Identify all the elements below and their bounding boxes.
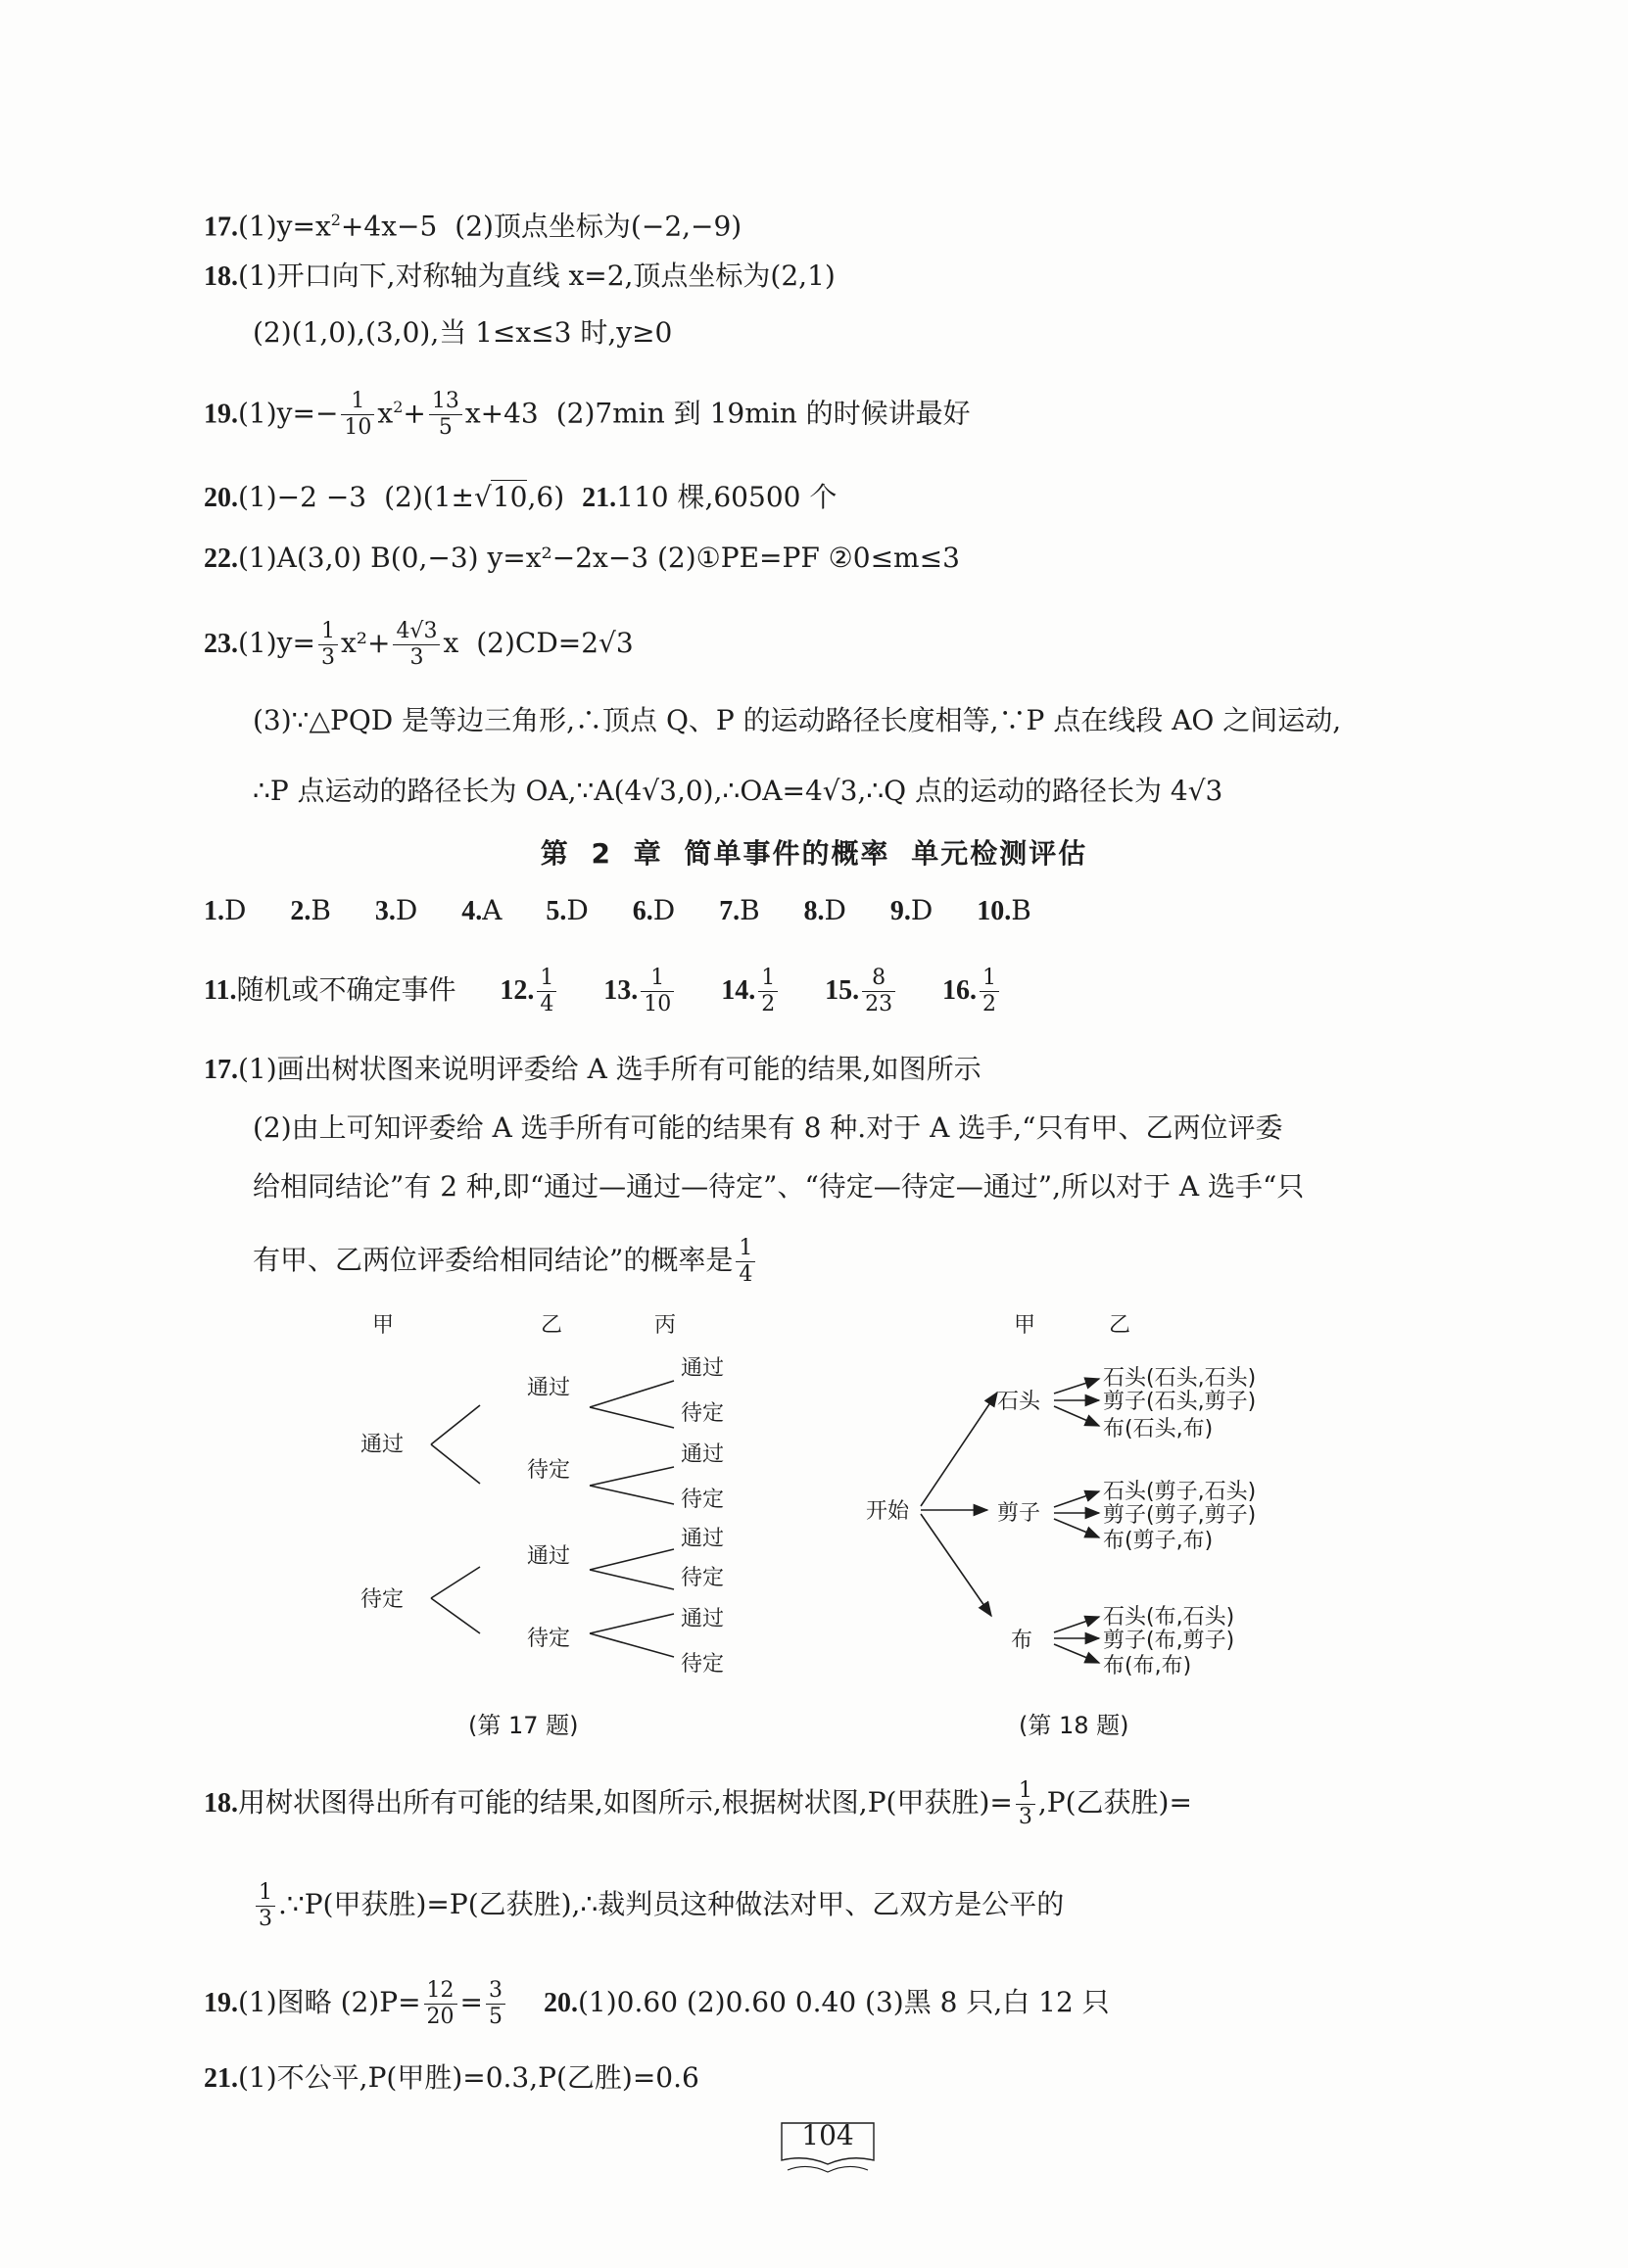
fraction: $\frac{12}{20}$ <box>424 1978 457 2030</box>
fraction: $\frac{1}{4}$ <box>537 966 556 1017</box>
mc-number: 5. <box>546 896 567 926</box>
solution-18-text: ,P(乙获胜)= <box>1037 1786 1192 1819</box>
tree17-header: 甲 <box>372 1313 395 1338</box>
solution-21 <box>204 2058 699 2099</box>
answer-22-text: (1)A(3,0) B(0,−3) y=x²−2x−3 (2)①PE=PF ②0≤m≤3 <box>238 542 960 574</box>
answer-23-mid: x²+ <box>340 627 391 659</box>
tree18-outcome: 剪子(剪子,剪子) <box>1103 1503 1257 1528</box>
mc-answer: D <box>824 894 846 926</box>
solution-19-20 <box>204 1978 1110 2030</box>
solution-17-number: 17. <box>204 1055 238 1085</box>
tree18-outcome: 剪子(布,剪子) <box>1103 1629 1235 1653</box>
tree18-outcome: 石头(剪子,石头) <box>1103 1480 1257 1504</box>
solution-20-number: 20. <box>544 1988 578 2018</box>
answer-17-number: 17. <box>204 212 238 243</box>
answer-20-21: 20.(1)−2 −3 (2)(1±√10,6) 21.110 棵,60500 个 <box>204 481 838 513</box>
mc-number: 9. <box>889 896 911 926</box>
tree17-leaf: 通过 <box>681 1527 725 1551</box>
mc-answer: D <box>910 894 934 926</box>
tree17-node: 待定 <box>527 1627 571 1651</box>
answer-19-part2: (2)7min 到 19min 的时候讲最好 <box>555 397 971 430</box>
answer-23-post: x <box>443 627 459 659</box>
solution-18-line2 <box>253 1880 1064 1932</box>
solution-18-text: 用树状图得出所有可能的结果,如图所示,根据树状图,P(甲获胜)= <box>238 1786 1013 1819</box>
mc-answer: B <box>740 894 760 926</box>
answer-23-line3: (3)∵△PQD 是等边三角形,∴顶点 Q、P 的运动路径长度相等,∵P 点在线段 AO 之间运动, <box>253 704 1342 736</box>
tree-diagrams <box>0 1293 1628 1753</box>
tree17-leaf: 待定 <box>681 1566 725 1590</box>
fraction: $\frac{8}{23}$ <box>862 966 895 1017</box>
tree17-caption: (第 17 题) <box>468 1712 579 1739</box>
fraction: $\frac{1}{2}$ <box>758 966 778 1017</box>
answer-18-line2: (2)(1,0),(3,0),当 1≤x≤3 时,y≥0 <box>253 316 673 349</box>
mc-number: 4. <box>461 896 483 926</box>
fill-number: 14. <box>721 975 756 1006</box>
tree17-header: 丙 <box>654 1313 677 1338</box>
answer-19-mid: x <box>377 397 394 430</box>
answer-18-line1: (1)开口向下,对称轴为直线 x=2,顶点坐标为(2,1) <box>238 260 836 292</box>
answer-17-part1: (1)y=x <box>238 210 331 243</box>
fill-number: 13. <box>603 975 639 1006</box>
mc-answer: D <box>395 894 418 926</box>
tree18-outcome: 石头(石头,石头) <box>1103 1366 1257 1391</box>
tree18-outcome: 布(剪子,布) <box>1103 1529 1214 1553</box>
plus-sign: + <box>403 397 426 430</box>
solution-19-number: 19. <box>204 1988 238 2018</box>
mc-answer: D <box>652 894 676 926</box>
answer-23-part2: (2)CD=2√3 <box>476 627 634 659</box>
solution-17-text: (1)画出树状图来说明评委给 A 选手所有可能的结果,如图所示 <box>238 1053 982 1085</box>
fraction: $\frac{1}{2}$ <box>980 966 999 1017</box>
answer-18-number: 18. <box>204 261 238 292</box>
tree18-node: 布 <box>1011 1629 1033 1653</box>
mc-answer: D <box>224 894 247 926</box>
answer-20-number: 20. <box>204 483 238 513</box>
solution-17-line4 <box>253 1236 758 1288</box>
tree17-header: 乙 <box>541 1313 563 1338</box>
answer-20-radicand: 10 <box>492 481 528 513</box>
fraction: $\frac{1}{10}$ <box>341 389 374 441</box>
solution-18-text: .∵P(甲获胜)=P(乙获胜),∴裁判员这种做法对甲、乙双方是公平的 <box>278 1888 1065 1920</box>
fraction: $\frac{1}{3}$ <box>256 1880 275 1932</box>
solution-17-line1 <box>204 1050 982 1090</box>
answer-23-pre: (1)y= <box>238 627 315 659</box>
fraction: $\frac{1}{3}$ <box>318 619 338 671</box>
solution-17-line3: 给相同结论”有 2 种,即“通过—通过—待定”、“待定—待定—通过”,所以对于 A 选手“只 <box>253 1170 1305 1203</box>
equals-sign: = <box>459 1986 483 2018</box>
tree17-node: 通过 <box>527 1376 571 1400</box>
mc-number: 6. <box>632 896 653 926</box>
tree17-node: 待定 <box>527 1458 571 1483</box>
answer-17 <box>204 201 742 247</box>
answer-19: 19.(1)y=− $\frac{1}{10}$ $x^2+$ $\frac{13}{5}$ x+43 (2)7min 到 19min 的时候讲最好 <box>204 389 971 441</box>
answer-20-part1: (1)−2 −3 <box>238 481 367 513</box>
tree-17-branches <box>431 1381 674 1657</box>
tree18-outcome: 石头(布,石头) <box>1103 1605 1235 1630</box>
fill-number: 11. <box>204 975 237 1006</box>
mc-number: 1. <box>204 896 224 926</box>
fill-number: 16. <box>942 975 978 1006</box>
fill-answer: 随机或不确定事件 <box>236 973 456 1006</box>
answer-22 <box>204 539 960 579</box>
mc-number: 2. <box>290 896 311 926</box>
tree17-leaf: 待定 <box>681 1652 725 1677</box>
tree17-leaf: 待定 <box>681 1488 725 1512</box>
answer-20-part2a: (2)(1± <box>384 481 474 513</box>
tree18-outcome: 布(布,布) <box>1103 1654 1192 1678</box>
page-number: 104 <box>801 2119 854 2151</box>
tree17-leaf: 通过 <box>681 1442 725 1467</box>
tree-18-labels <box>866 1313 1256 1739</box>
tree18-header: 乙 <box>1109 1313 1131 1338</box>
answer-23-number: 23. <box>204 629 238 659</box>
answer-20-part2c: ,6) <box>527 481 565 513</box>
tree18-root: 开始 <box>866 1499 910 1524</box>
solution-21-number: 21. <box>204 2063 238 2094</box>
fraction: $\frac{13}{5}$ <box>429 389 462 441</box>
tree17-node: 通过 <box>527 1544 571 1569</box>
answer-17-part1b: +4x−5 <box>340 210 438 243</box>
answer-23 <box>204 619 634 671</box>
answer-19-number: 19. <box>204 399 238 430</box>
answer-22-number: 22. <box>204 543 238 574</box>
tree18-node: 石头 <box>997 1390 1041 1414</box>
tree17-node: 待定 <box>360 1587 405 1612</box>
fraction: $\frac{1}{4}$ <box>736 1236 755 1288</box>
tree17-leaf: 通过 <box>681 1356 725 1381</box>
fill-in-answers <box>204 966 1002 1017</box>
answer-17-part2: (2)顶点坐标为(−2,−9) <box>455 210 742 243</box>
answer-21-number: 21. <box>582 483 617 513</box>
fraction: $\frac{3}{5}$ <box>486 1978 505 2030</box>
answer-18 <box>204 257 836 297</box>
tree18-outcome: 剪子(石头,剪子) <box>1103 1390 1257 1414</box>
answer-19-pre: (1)y=− <box>238 397 339 430</box>
mc-number: 10. <box>977 896 1012 926</box>
tree18-caption: (第 18 题) <box>1019 1712 1129 1739</box>
tree17-leaf: 通过 <box>681 1607 725 1631</box>
solution-18-line1 <box>204 1778 1192 1830</box>
fraction: $\frac{1}{10}$ <box>641 966 674 1017</box>
tree18-header: 甲 <box>1014 1313 1036 1338</box>
fill-number: 12. <box>500 975 535 1006</box>
exponent: 2 <box>330 211 341 229</box>
mc-answer: A <box>482 894 503 926</box>
answer-19-post: x+43 <box>464 397 539 430</box>
mc-number: 7. <box>719 896 741 926</box>
mc-answer: D <box>566 894 589 926</box>
fraction: $\frac{4√3}{3}$ <box>393 619 440 671</box>
solution-21-text: (1)不公平,P(甲胜)=0.3,P(乙胜)=0.6 <box>238 2061 699 2094</box>
fill-number: 15. <box>825 975 860 1006</box>
chapter-title: 第 2 章 简单事件的概率 单元检测评估 <box>540 837 1088 870</box>
solution-17-line2: (2)由上可知评委给 A 选手所有可能的结果有 8 种.对于 A 选手,“只有甲、乙两位评委 <box>253 1111 1283 1144</box>
answer-23-line4: ∴P 点运动的路径长为 OA,∵A(4√3,0),∴OA=4√3,∴Q 点的运动的路径长为 4√3 <box>253 775 1223 807</box>
solution-19-text: (1)图略 (2)P= <box>238 1986 421 2018</box>
tree-17-labels <box>360 1313 724 1739</box>
tree17-node: 通过 <box>360 1433 405 1457</box>
tree18-outcome: 布(石头,布) <box>1103 1417 1214 1441</box>
solution-18-number: 18. <box>204 1788 238 1819</box>
answer-21-text: 110 棵,60500 个 <box>616 481 838 513</box>
multiple-choice-answers <box>204 891 1031 931</box>
solution-17-text: 有甲、乙两位评委给相同结论”的概率是 <box>253 1244 734 1276</box>
mc-number: 8. <box>803 896 825 926</box>
tree18-node: 剪子 <box>997 1501 1041 1526</box>
tree17-leaf: 待定 <box>681 1401 725 1426</box>
mc-number: 3. <box>374 896 396 926</box>
mc-answer: B <box>311 894 331 926</box>
solution-20-text: (1)0.60 (2)0.60 0.40 (3)黑 8 只,白 12 只 <box>578 1986 1110 2018</box>
fraction: $\frac{1}{3}$ <box>1016 1778 1035 1830</box>
mc-answer: B <box>1011 894 1031 926</box>
